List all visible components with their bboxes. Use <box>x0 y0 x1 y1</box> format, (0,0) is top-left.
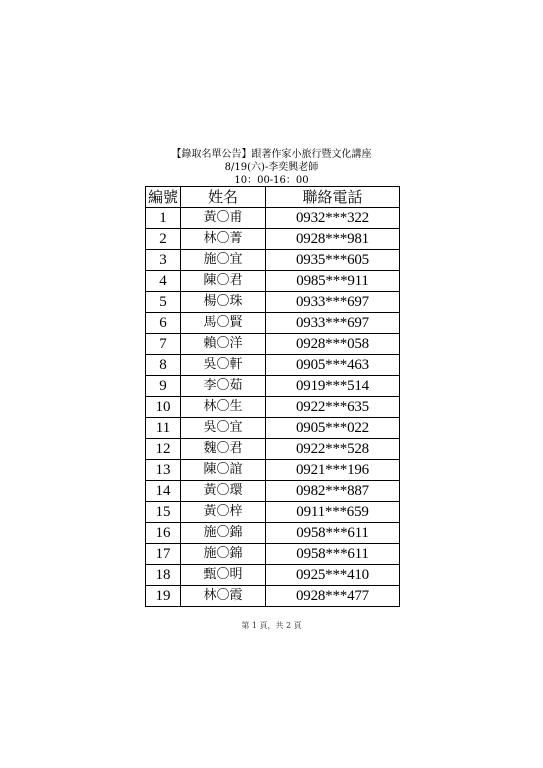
table-row <box>146 523 400 544</box>
table-header-row <box>146 187 400 208</box>
row-name-cell: 吳〇軒 <box>181 355 266 376</box>
row-name-cell: 林〇霞 <box>181 586 266 607</box>
document-header <box>0 148 543 187</box>
row-number-cell: 16 <box>146 523 181 544</box>
column-header-number: 編號 <box>146 187 181 208</box>
row-number-cell: 14 <box>146 481 181 502</box>
table-row <box>146 292 400 313</box>
document-title: 【錄取名單公告】跟著作家小旅行暨文化講座 <box>171 149 372 160</box>
event-time-line: 10：00-16：00 <box>234 175 309 186</box>
row-name-cell: 陳〇誼 <box>181 460 266 481</box>
table-row <box>146 376 400 397</box>
row-number-cell: 11 <box>146 418 181 439</box>
row-phone-cell: 0933***697 <box>266 313 400 334</box>
row-phone-cell: 0958***611 <box>266 544 400 565</box>
row-number-cell: 18 <box>146 565 181 586</box>
column-header-phone: 聯絡電話 <box>266 187 400 208</box>
row-phone-cell: 0925***410 <box>266 565 400 586</box>
table-row <box>146 565 400 586</box>
row-name-cell: 楊〇珠 <box>181 292 266 313</box>
row-number-cell: 3 <box>146 250 181 271</box>
row-number-cell: 4 <box>146 271 181 292</box>
table-row <box>146 544 400 565</box>
column-header-name: 姓名 <box>181 187 266 208</box>
row-phone-cell: 0919***514 <box>266 376 400 397</box>
row-name-cell: 施〇宜 <box>181 250 266 271</box>
row-number-cell: 6 <box>146 313 181 334</box>
row-number-cell: 2 <box>146 229 181 250</box>
admission-list-table <box>145 186 400 607</box>
row-name-cell: 甄〇明 <box>181 565 266 586</box>
row-number-cell: 17 <box>146 544 181 565</box>
row-phone-cell: 0905***022 <box>266 418 400 439</box>
row-number-cell: 12 <box>146 439 181 460</box>
table-row <box>146 208 400 229</box>
table-row <box>146 250 400 271</box>
row-number-cell: 5 <box>146 292 181 313</box>
row-phone-cell: 0935***605 <box>266 250 400 271</box>
row-number-cell: 10 <box>146 397 181 418</box>
row-number-cell: 9 <box>146 376 181 397</box>
row-phone-cell: 0928***477 <box>266 586 400 607</box>
table-row <box>146 481 400 502</box>
row-phone-cell: 0985***911 <box>266 271 400 292</box>
row-phone-cell: 0928***981 <box>266 229 400 250</box>
row-phone-cell: 0911***659 <box>266 502 400 523</box>
row-number-cell: 15 <box>146 502 181 523</box>
row-name-cell: 吳〇宜 <box>181 418 266 439</box>
row-number-cell: 8 <box>146 355 181 376</box>
table-row <box>146 334 400 355</box>
table-row <box>146 271 400 292</box>
row-phone-cell: 0932***322 <box>266 208 400 229</box>
row-name-cell: 施〇錦 <box>181 523 266 544</box>
row-name-cell: 陳〇君 <box>181 271 266 292</box>
row-name-cell: 賴〇洋 <box>181 334 266 355</box>
table-row <box>146 418 400 439</box>
row-name-cell: 黃〇梓 <box>181 502 266 523</box>
row-name-cell: 施〇錦 <box>181 544 266 565</box>
page-number-footer: 第 1 頁，共 2 頁 <box>241 621 302 630</box>
table-row <box>146 397 400 418</box>
table-row <box>146 229 400 250</box>
row-number-cell: 7 <box>146 334 181 355</box>
row-number-cell: 13 <box>146 460 181 481</box>
row-phone-cell: 0922***528 <box>266 439 400 460</box>
row-number-cell: 1 <box>146 208 181 229</box>
row-phone-cell: 0982***887 <box>266 481 400 502</box>
table-row <box>146 439 400 460</box>
table-row <box>146 460 400 481</box>
row-name-cell: 馬〇賢 <box>181 313 266 334</box>
row-name-cell: 魏〇君 <box>181 439 266 460</box>
row-name-cell: 黃〇甫 <box>181 208 266 229</box>
row-phone-cell: 0933***697 <box>266 292 400 313</box>
row-phone-cell: 0922***635 <box>266 397 400 418</box>
row-phone-cell: 0928***058 <box>266 334 400 355</box>
table-row <box>146 313 400 334</box>
row-name-cell: 黃〇環 <box>181 481 266 502</box>
row-name-cell: 林〇菁 <box>181 229 266 250</box>
row-phone-cell: 0905***463 <box>266 355 400 376</box>
event-date-line: 8/19(六)-李奕興老師 <box>224 162 319 173</box>
table-row <box>146 502 400 523</box>
row-phone-cell: 0921***196 <box>266 460 400 481</box>
row-number-cell: 19 <box>146 586 181 607</box>
table-row <box>146 586 400 607</box>
row-name-cell: 林〇生 <box>181 397 266 418</box>
row-phone-cell: 0958***611 <box>266 523 400 544</box>
row-name-cell: 李〇茹 <box>181 376 266 397</box>
table-row <box>146 355 400 376</box>
